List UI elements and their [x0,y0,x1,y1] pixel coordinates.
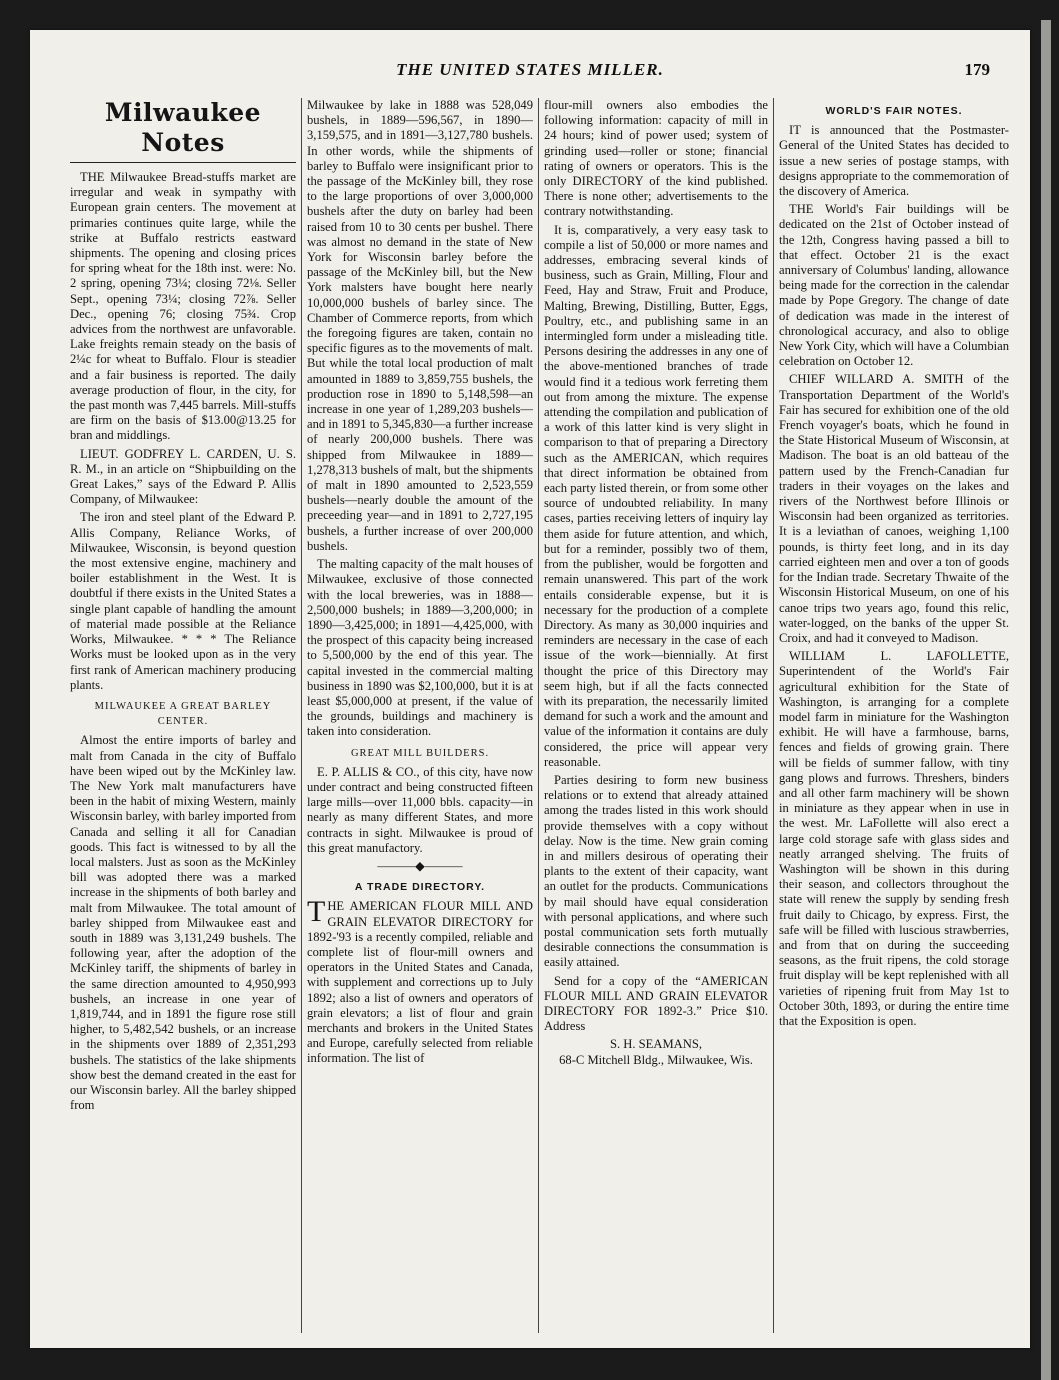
paragraph: E. P. ALLIS & CO., of this city, have now under contract and being constructed fifteen large mills—over 11,000 bbls. capacity—in nearly as many different States, and more contracts in sight. Milwaukee is proud of this great manufactory. [307,764,533,855]
column-1 [70,98,296,1333]
divider-ornament: ———◆——— [377,858,463,873]
column-rule [773,98,774,1333]
signature-name: S. H. SEAMANS, [609,1037,703,1052]
drop-cap: T [307,895,326,929]
paragraph: CHIEF WILLARD A. SMITH of the Transportation Department of the World's Fair has secured for exhibition one of the old French voyager's boats, which he found in the State Historical Museum of Wisconsin, at Madison. The boat is an old batteau of the pattern used by the French-Canadian fur traders in their voyages on the lakes and rivers of the Northwest before Illinois or Wisconsin had been organized as territories. It is a leviathan of canoes, weighing 1,100 pounds, is thirty feet long, and in its day carried eighteen men and over a ton of goods for the Indian trade. Secretary Thwaite of the Wisconsin Historical Museum, on one of his canoe trips two years ago, found this relic, water-logged, on the banks of the upper St. Croix, and had it conveyed to Madison. [779,372,1009,645]
signature-address: 68-C Mitchell Bldg., Milwaukee, Wis. [559,1052,753,1067]
paragraph: Parties desiring to form new business relations or to extend that already attained among the trades listed in this work should provide themselves with a copy without delay. Now is the time. New grain coming in and millers desirous of operating their plants to the extent of their capacity, want an outlet for the products. Communications by mail should have equal consideration with personal applications, and where such postal communication sets forth mutually desirable connections the consummation is easily attained. [544,772,768,970]
subheading: A TRADE DIRECTORY. [354,881,486,894]
paragraph: THE Milwaukee Bread-stuffs market are irregular and weak in sympathy with European grain centers. The movement at primaries continues quite large, while the strike at Buffalo restricts eastward shipments. The opening and closing prices for spring wheat for the 18th inst. were: No. 2 spring, opening 73¼; closing 72⅛. Seller Sept., opening 73¼; closing 72⅞. Seller Dec., opening 76; closing 75¾. Crop advices from the northwest are unfavorable. Lake freights remain steady on the basis of 2¼c for wheat to Buffalo. Flour is steadier and a fair business is reported. The daily average production of flour, in the city, for the past month was 7,445 barrels. Mill-stuffs are firm on the basis of $13.00@13.25 for bran and middlings. [70,170,296,443]
column-4 [779,98,1009,1333]
running-title: THE UNITED STATES MILLER. [396,60,664,79]
paragraph: The iron and steel plant of the Edward P. Allis Company, Reliance Works, of Milwaukee, Wisconsin, is beyond question the most extensive engine, machinery and boiler establishment in the West. It is doubtful if there exists in the United States a single plant capable of handling the amount of material made possible at the Reliance Works, Milwaukee. * * * The Reliance Works must be looked upon as in the very first rank of American machinery producing plants. [70,510,296,692]
subheading: GREAT MILL BUILDERS. [350,747,490,759]
paragraph: Almost the entire imports of barley and malt from Canada in the city of Buffalo have been wiped out by the McKinley law. The New York malt manufacturers have been in the habit of mixing Western, mainly Wisconsin barley, with barley imported from Canada and selling it all for Canadian goods. This fact is witnessed to by all the local malsters. Just as soon as the McKinley bill was adopted there was a marked increase in the shipments of both barley and malt from Milwaukee. The total amount of barley shipped from Milwaukee east and south in 1889 was 3,131,249 bushels. The following year, after the adoption of the McKinley tariff, the shipments of barley in the same direction amounted to 4,950,993 bushels, an increase in one year of 1,819,744, and in 1891 the figure rose still higher, to 5,482,542 bushels, or an increase in the shipments over 1889 of 2,351,293 bushels. The statistics of the lake shipments show best the demand created in the east for our Wisconsin barley. All the barley shipped from [70,733,296,1113]
section-masthead: Milwaukee Notes [104,98,262,157]
paragraph: LIEUT. GODFREY L. CARDEN, U. S. R. M., in an article on “Shipbuilding on the Great Lakes,” says of the Edward P. Allis Company, of Milwaukee: [70,446,296,507]
paragraph: Send for a copy of the “AMERICAN FLOUR MILL AND GRAIN ELEVATOR DIRECTORY FOR 1892-3.” Price $10. Address [544,973,768,1034]
column-rule [538,98,539,1333]
scanner-edge [1041,20,1051,1380]
paragraph: flour-mill owners also embodies the following information: capacity of mill in 24 hours; kind of power used; system of grinding used—roller or stone; financial rating of owners or operators. This is the only DIRECTORY of the kind published. There is none other; advertisements to the contrary notwithstanding. [544,98,768,219]
page-number: 179 [964,60,990,79]
paragraph: WILLIAM L. LAFOLLETTE, Superintendent of the World's Fair agricultural exhibition for the State of Washington, is arranging for a complete model farm in miniature for the Washington exhibit. He will have a farmhouse, barns, fences and fields of growing grain. There will be fields of summer fallow, with tiny gang plows and furrows. Threshers, binders and all other farm machinery will be shown in miniature as they appear when in use in the west. Mr. LaFollette will also erect a large cold storage safe with glass sides and neatly arranged shelving. The fruits of Washington will be shown in this during their season, and collectors throughout the state will renew the supply by sending fresh fruit daily to Chicago, by express. First, the safe will be filled with luscious strawberries, and from that on during the succeeding seasons, as the fruit ripens, the cold storage fruit display will be kept replenished with all varieties of ripening fruit from May 1st to October 30th, 1893, or during the entire time that the Exposition is open. [779,649,1009,1028]
newspaper-page [30,30,1030,1348]
paragraph: Milwaukee by lake in 1888 was 528,049 bushels, in 1889—596,567, in 1890—3,159,575, and in 1891—3,127,780 bushels. In other words, while the shipments of barley to Buffalo were insignificant prior to the passage of the McKinley bill, they rose to the large proportions of over 3,000,000 bushels after the duty on barley had been raised from 10 to 30 cents per bushel. There was almost no demand in the state of New York for Wisconsin barley before the passage of the McKinley bill, but the New York malsters have bought here nearly 10,000,000 bushels of barley since. The Chamber of Commerce reports, from which the foregoing figures are taken, contain no specific figures as to the movements of malt. But while the total local production of malt amounted in 1889 to 3,859,755 bushels, the production rose in 1890 to 5,148,598—an increase in one year of 1,289,203 bushels—and in 1891 to 5,345,830—a further increase of nearly 200,000 bushels. There was shipped from Milwaukee in 1889—1,278,313 bushels of malt, but the shipments of malt in 1890 amounted to 2,523,559 bushels—nearly double the amount of the preceeding year—and in 1891 to 2,727,195 bushels, a further increase of over 200,000 bushels. [307,98,533,553]
column-2 [307,98,533,1333]
paragraph: The malting capacity of the malt houses of Milwaukee, exclusive of those connected with the local breweries, was in 1888—2,500,000 bushels; in 1889—3,200,000; in 1890—3,425,000; in 1891—4,425,000, with the prospect of this capacity being increased to 5,500,000 by the end of this year. The capital invested in the commercial malting business in 1890 was $2,100,000, but it is at least $5,000,000 at present, if the value of the grounds, buildings and machinery is taken into consideration. [307,557,533,739]
paragraph [307,895,533,1066]
article-columns [70,98,1010,1333]
paragraph: IT is announced that the Postmaster-General of the United States has decided to issue a new series of postage stamps, with designs appropriate to the commemoration of the discovery of America. [779,123,1009,199]
masthead-rule [70,162,296,164]
column-3 [544,98,768,1333]
paragraph: It is, comparatively, a very easy task to compile a list of 50,000 or more names and addresses, embracing several kinds of business, such as Grain, Milling, Flour and Feed, Hay and Straw, Fruit and Produce, Malting, Brewing, Distilling, Butter, Eggs, Poultry, etc., and publishing same in an intermingled form under a misleading title. Persons desiring the addresses in any one of the above-mentioned branches of trade would find it a tedious work ferreting them out from among the mixture. The expense attending the compilation and publication of a work of this latter kind is very slight in comparison to that of preparing a Directory such as the AMERICAN, which requires that direct information be obtained from each party listed therein, or from some other source of undoubted reliability. In many cases, parties receiving letters of inquiry lay them aside for future attention, and which, but for a reminder, possibly two of them, from the publisher, would be forgotten and remain unanswered. This part of the work entails considerable expense, but it is necessary for the production of a complete Directory. As many as 30,000 inquiries and reminders are necessary in the case of each issue of the work—biennially. At first thought the price of this Directory may seem high, but if all the facts connected with its preparation, the necessarily limited demand for such a work and the amount and value of the information it contains are duly considered, the price will appear very reasonable. [544,222,768,769]
subheading: WORLD'S FAIR NOTES. [825,105,963,117]
page-header [70,60,990,82]
column-rule [301,98,302,1333]
subheading: MILWAUKEE A GREAT BARLEY CENTER. [94,700,272,728]
paragraph: THE World's Fair buildings will be dedicated on the 21st of October instead of the 12th, Congress having passed a bill to that effect. October 21 is the exact anniversary of Columbus' landing, allowance being made for the correction in the calendar made by Pope Gregory. The change of date of dedication was made in the interest of chronological accuracy, and also to oblige New York City, which will have a Columbian celebration on October 12. [779,202,1009,369]
paragraph-text: HE AMERICAN FLOUR MILL AND GRAIN ELEVATOR DIRECTORY for 1892-'93 is a recently compiled, reliable and complete list of flour-mill owners and operators in the United States and Canada, with supplement and corrections up to July 1892; also a list of owners and operators of grain elevators; a list of flour and grain merchants and brokers in the United States and Europe, carefully selected from reliable information. The list of [307,899,533,1066]
